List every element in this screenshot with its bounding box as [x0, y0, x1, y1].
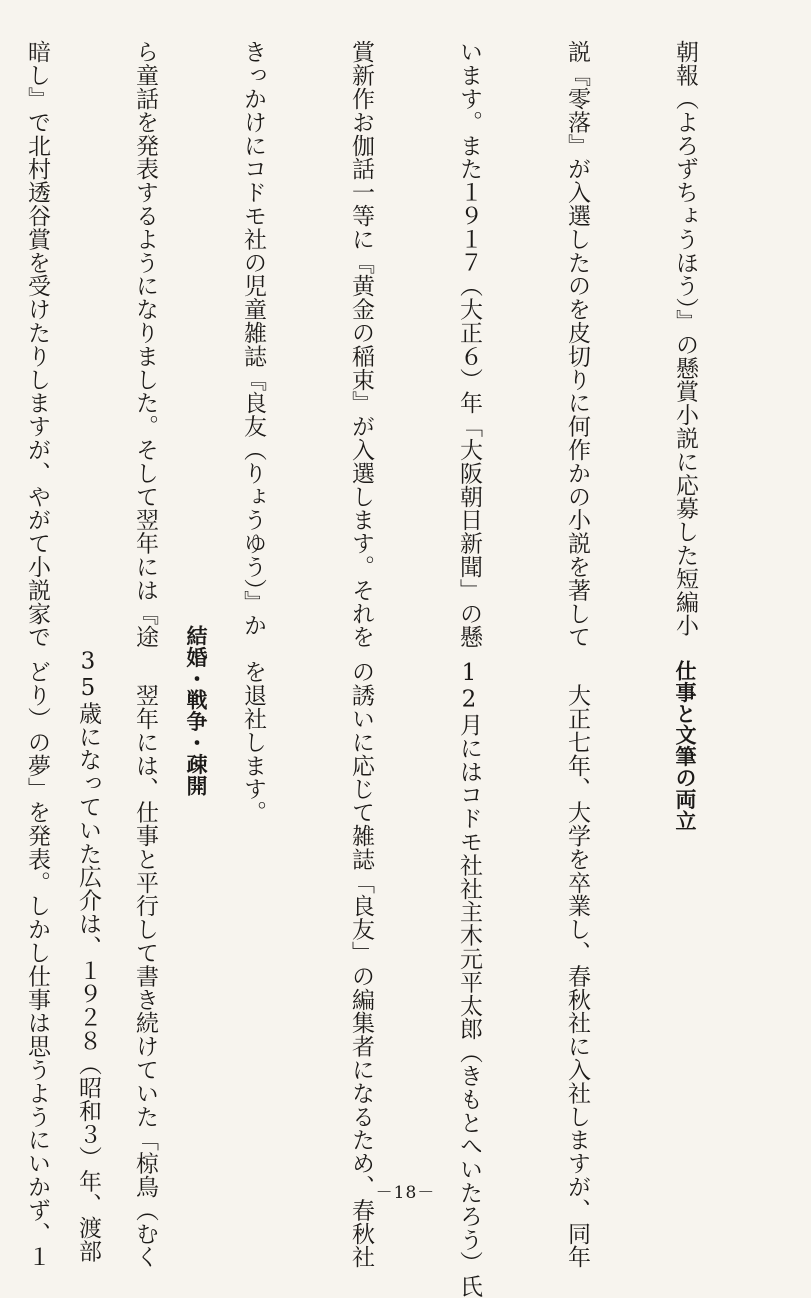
upper-text-block — [15, 40, 775, 649]
text-line: きっかけにコドモ社の児童雑誌『良友（りょうゆう）』か — [240, 40, 266, 637]
text-line: 12月にはコドモ社社主木元平太郎（きもとへいたろう）氏 — [456, 660, 482, 1298]
text-line: 翌年には、仕事と平行して書き続けていた「椋鳥（むく — [132, 660, 158, 1269]
section-heading: 仕事と文筆の両立 — [673, 660, 697, 832]
text-line: 暗し』で北村透谷賞を受けたりしますが、やがて小説家で — [24, 40, 50, 649]
section-heading: 結婚・戦争・疎開 — [184, 625, 208, 797]
text-line: を退社します。 — [240, 660, 266, 824]
text-line: ら童話を発表するようになりました。そして翌年には『途 — [132, 40, 158, 649]
text-line: 賞新作お伽話一等に『黄金の稲束』が入選します。それを — [348, 40, 374, 649]
text-line: 大正七年、大学を卒業し、春秋社に入社しますが、同年 — [564, 660, 590, 1269]
text-line: 説『零落』が入選したのを皮切りに何作かの小説を著して — [564, 40, 590, 649]
text-line: います。また１９１７（大正６）年「大阪朝日新聞」の懸 — [456, 40, 482, 649]
text-line: どり）の夢」を発表。しかし仕事は思うようにいかず、１ — [24, 660, 50, 1269]
text-line: 朝報（よろずちょうほう）』の懸賞小説に応募した短編小 — [672, 40, 698, 637]
text-line: の誘いに応じて雑誌「良友」の編集者になるため、春秋社 — [348, 660, 374, 1269]
text-line: 35歳になっていた広介は、１９２８（昭和３）年、渡部 — [75, 625, 101, 1263]
page-number: －18－ — [375, 1183, 436, 1203]
